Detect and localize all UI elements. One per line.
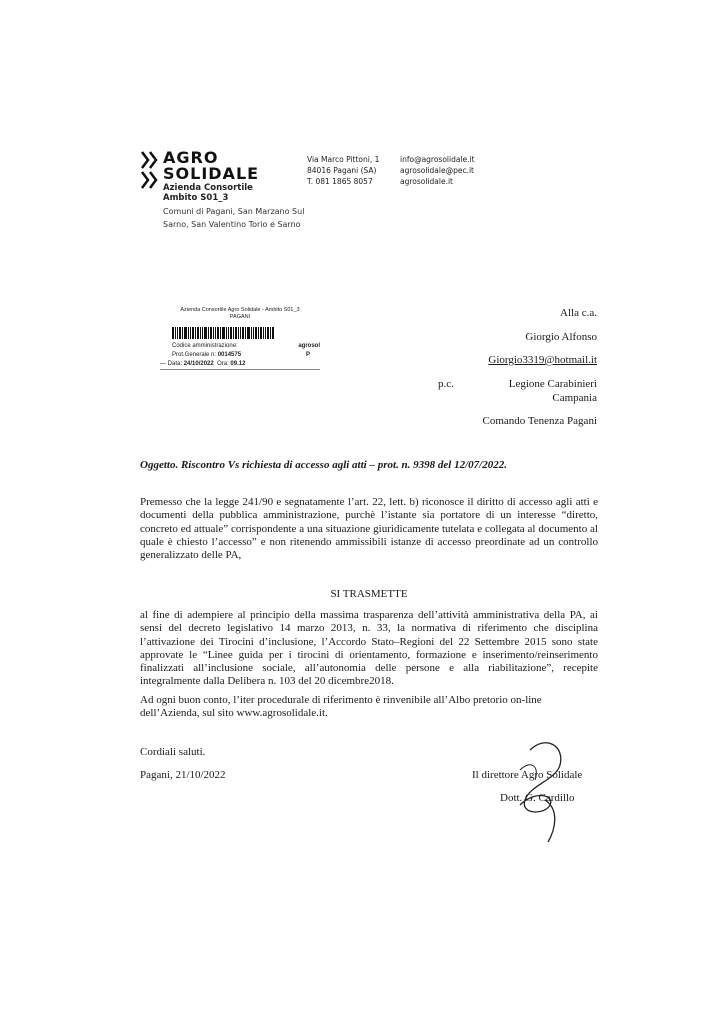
body-heading: SI TRASMETTE <box>330 588 408 600</box>
address-line: 84016 Pagani (SA) <box>307 166 377 175</box>
stamp-code-value: agrosol <box>298 343 320 349</box>
contacts-block <box>400 154 475 187</box>
cc-line-3: Comando Tenenza Pagani <box>482 415 597 427</box>
stamp-city: PAGANI <box>229 314 251 320</box>
logo-sub-2: Ambito S01_3 <box>163 193 229 203</box>
stamp-prot-value: 0014575 <box>217 352 242 358</box>
address-line: Via Marco Pittoni, 1 <box>307 155 380 164</box>
address-line: T. 081 1865 8057 <box>307 177 373 186</box>
body-paragraph-3: Ad ogni buon conto, l’iter procedurale di riferimento è rinvenibile all’Albo pretorio on-line dell’Azienda, sul sito www.agrosolidale.it. <box>140 694 542 720</box>
stamp-date: — Data: 24/10/2022 Ora: 09.12 <box>160 361 246 367</box>
subject-line: Oggetto. Riscontro Vs richiesta di accesso agli atti – prot. n. 9398 del 12/07/2022. <box>140 459 507 471</box>
stamp-title: Azienda Consortile Agro Solidale - Ambito S01_3 <box>180 307 300 313</box>
body-paragraph-2: al fine di adempiere al principio della massima trasparenza dell’attività amministrativa della PA, ai sensi del decreto legislativo 14 marzo 2013, n. 33, la normativa di riferimento che disciplina l’attivazione dei Tirocini d’inclusione, l’Accordo Stato–Regioni del 22 Settembre 2015 sono state approvate le “Linee guida per i tirocini di orientamento, formazione e inserimento/reinserimento finalizzati all’inclusione sociale, all’autonomia delle persone e alla riabilitazione”, recepite integralmente dalla Delibera n. 103 del 20 dicembre2018. <box>140 609 598 688</box>
stamp-time-label: Ora: <box>217 361 229 367</box>
recipient-alla: Alla c.a. <box>560 307 597 319</box>
comuni-text: Comuni di Pagani, San Marzano Sul Sarno, San Valentino Torio e Sarno <box>163 207 305 229</box>
pc-label: p.c. <box>438 378 454 390</box>
stamp-code-row <box>160 342 320 351</box>
stamp-prot-type: P <box>305 352 310 358</box>
logo-sub-1: Azienda Consortile <box>163 183 253 193</box>
logo-subtitle <box>163 183 253 203</box>
stamp-prot-row <box>160 351 320 360</box>
recipient-email[interactable]: Giorgio3319@hotmail.it <box>488 354 597 366</box>
stamp-date-row <box>160 360 320 370</box>
handwritten-signature-icon <box>490 730 590 850</box>
cc-line-2: Campania <box>552 392 597 404</box>
greeting: Cordiali saluti. <box>140 746 206 758</box>
agro-solidale-logo-icon <box>140 150 158 190</box>
place-date: Pagani, 21/10/2022 <box>140 769 226 781</box>
signer-title: Il direttore Agro Solidale <box>472 769 583 781</box>
logo-line-1: AGRO <box>163 148 219 167</box>
recipient-name: Giorgio Alfonso <box>525 331 597 343</box>
body-paragraph-1: Premesso che la legge 241/90 e segnatamente l’art. 22, lett. b) riconosce il diritto di accesso agli atti e documenti della pubblica amministrazione, purchè l’istante sia portatore di un interesse “diretto, concreto ed attuale” corrispondente a una situazione giuridicamente tutelata e collegata al documento al quale è chiesto l’accesso” e non ritenendo ammissibili istanze di accesso preordinate ad un controllo generalizzato delle PA, <box>140 496 598 562</box>
signer-name: Dott. G. Cardillo <box>500 792 575 804</box>
contact-email: info@agrosolidale.it <box>400 155 475 164</box>
stamp-code-label: Codice amministrazione: <box>172 343 238 349</box>
address-block <box>307 154 379 187</box>
logo-wordmark <box>163 150 259 182</box>
stamp-time-value: 09.12 <box>230 361 246 367</box>
contact-website: agrosolidale.it <box>400 177 453 186</box>
protocol-stamp <box>160 307 320 370</box>
stamp-prot-label <box>172 351 241 360</box>
logo-line-2: SOLIDALE <box>163 164 260 183</box>
barcode-icon <box>172 327 320 339</box>
contact-pec: agrosolidale@pec.it <box>400 166 474 175</box>
stamp-prot-label-text: Prot.Generale n: <box>172 352 217 358</box>
stamp-date-value: 24/10/2022 <box>183 361 214 367</box>
cc-line-1: Legione Carabinieri <box>508 378 597 390</box>
stamp-date-label: Data: <box>167 361 183 367</box>
